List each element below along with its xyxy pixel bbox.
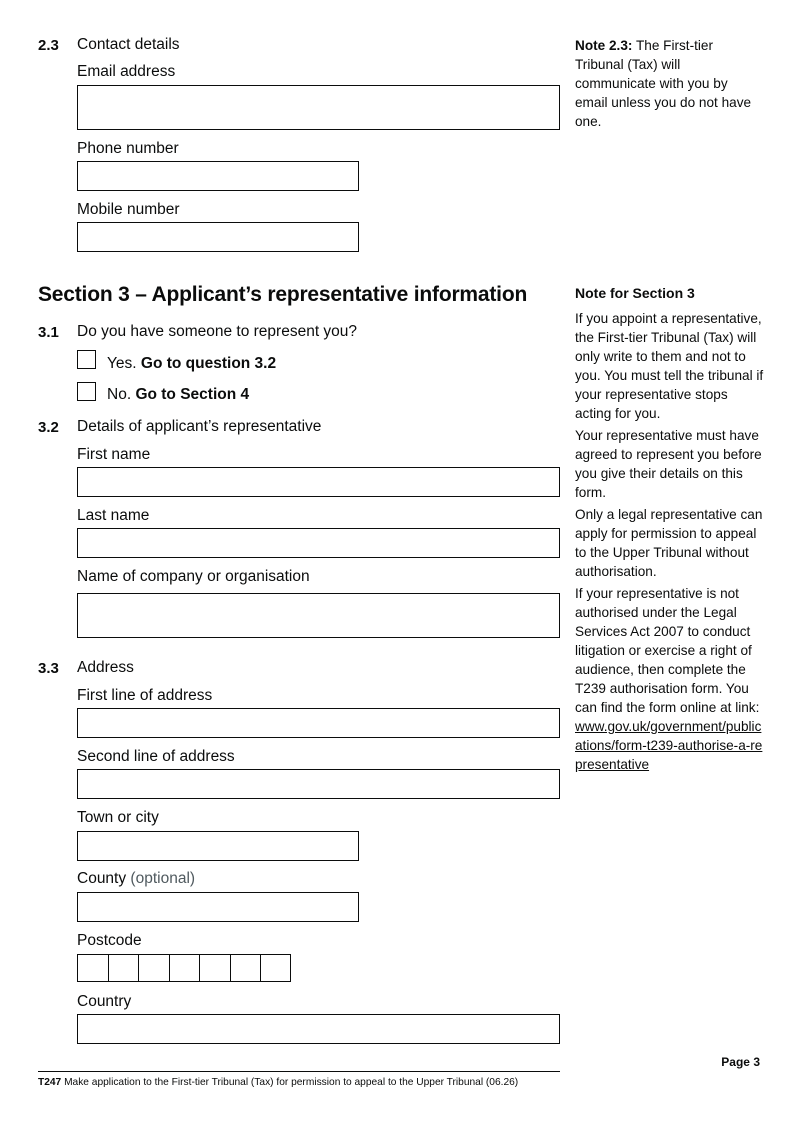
phone-label: Phone number bbox=[77, 140, 179, 157]
postcode-field[interactable] bbox=[77, 954, 291, 982]
note-section-3-para-3: Only a legal representative can apply for permission to appeal to the Upper Tribunal without authorisation. bbox=[575, 507, 763, 579]
email-label: Email address bbox=[77, 63, 176, 80]
yes-option-instruction: Go to question 3.2 bbox=[140, 355, 277, 372]
address-line-1-label: First line of address bbox=[77, 687, 213, 704]
yes-checkbox[interactable] bbox=[77, 350, 96, 369]
company-field[interactable] bbox=[77, 593, 560, 638]
last-name-field[interactable] bbox=[77, 528, 560, 558]
mobile-label: Mobile number bbox=[77, 201, 180, 218]
address-line-1-field[interactable] bbox=[77, 708, 560, 738]
no-checkbox[interactable] bbox=[77, 382, 96, 401]
page-number: Page 3 bbox=[721, 1055, 760, 1069]
form-code: T247 bbox=[38, 1077, 62, 1088]
first-name-field[interactable] bbox=[77, 467, 560, 497]
postcode-cell[interactable] bbox=[108, 954, 139, 982]
country-label: Country bbox=[77, 993, 132, 1010]
section-3-title: Section 3 – Applicant’s representative information bbox=[38, 283, 528, 306]
question-number-3-2: 3.2 bbox=[38, 419, 59, 436]
note-2-3 bbox=[575, 36, 755, 131]
question-number-3-3: 3.3 bbox=[38, 660, 59, 677]
t239-form-link[interactable]: www.gov.uk/government/publications/form-t239-authorise-a-representative bbox=[575, 719, 763, 772]
country-field[interactable] bbox=[77, 1014, 560, 1044]
county-field[interactable] bbox=[77, 892, 359, 922]
note-2-3-text: The First-tier Tribunal (Tax) will communicate with you by email unless you do not have one. bbox=[575, 38, 752, 129]
postcode-cell[interactable] bbox=[169, 954, 200, 982]
question-number-2-3: 2.3 bbox=[38, 37, 59, 54]
represent-question: Do you have someone to represent you? bbox=[77, 323, 358, 340]
phone-field[interactable] bbox=[77, 161, 359, 191]
postcode-cell[interactable] bbox=[199, 954, 230, 982]
email-field[interactable] bbox=[77, 85, 560, 130]
first-name-label: First name bbox=[77, 446, 151, 463]
note-2-3-label: Note 2.3: bbox=[575, 38, 633, 53]
note-section-3-para-2: Your representative must have agreed to represent you before you give their details on this form. bbox=[575, 428, 762, 500]
postcode-cell[interactable] bbox=[260, 954, 291, 982]
mobile-field[interactable] bbox=[77, 222, 359, 252]
last-name-label: Last name bbox=[77, 507, 150, 524]
footer-divider bbox=[38, 1071, 560, 1072]
no-option-instruction: Go to Section 4 bbox=[135, 386, 250, 403]
note-section-3 bbox=[575, 309, 767, 774]
address-line-2-label: Second line of address bbox=[77, 748, 235, 765]
town-label: Town or city bbox=[77, 809, 159, 826]
yes-option-label bbox=[107, 355, 276, 373]
note-section-3-para-1: If you appoint a representative, the First-tier Tribunal (Tax) will only write to them and not to you. You must tell the tribunal if your representative stops acting for you. bbox=[575, 311, 764, 421]
postcode-cell[interactable] bbox=[138, 954, 169, 982]
address-line-2-field[interactable] bbox=[77, 769, 560, 799]
county-optional-hint: (optional) bbox=[126, 870, 196, 887]
form-title: Make application to the First-tier Tribunal (Tax) for permission to appeal to the Upper Tribunal (06.26) bbox=[61, 1077, 519, 1088]
representative-details-heading: Details of applicant’s representative bbox=[77, 418, 322, 435]
postcode-cell[interactable] bbox=[230, 954, 261, 982]
postcode-label: Postcode bbox=[77, 932, 142, 949]
county-label-text: County bbox=[77, 870, 127, 887]
footer-text bbox=[38, 1077, 518, 1088]
county-label bbox=[77, 870, 195, 888]
question-number-3-1: 3.1 bbox=[38, 324, 59, 341]
yes-option-text: Yes. bbox=[107, 355, 141, 372]
no-option-label bbox=[107, 386, 249, 404]
no-option-text: No. bbox=[107, 386, 136, 403]
postcode-cell[interactable] bbox=[77, 954, 108, 982]
contact-details-heading: Contact details bbox=[77, 36, 180, 53]
town-field[interactable] bbox=[77, 831, 359, 861]
company-label: Name of company or organisation bbox=[77, 568, 310, 585]
note-section-3-title: Note for Section 3 bbox=[575, 285, 695, 301]
note-section-3-para-4: If your representative is not authorised under the Legal Services Act 2007 to conduct litigation or exercise a right of audience, then complete the T239 authorisation form. You can find the form online at link: bbox=[575, 586, 760, 715]
address-heading: Address bbox=[77, 659, 134, 676]
